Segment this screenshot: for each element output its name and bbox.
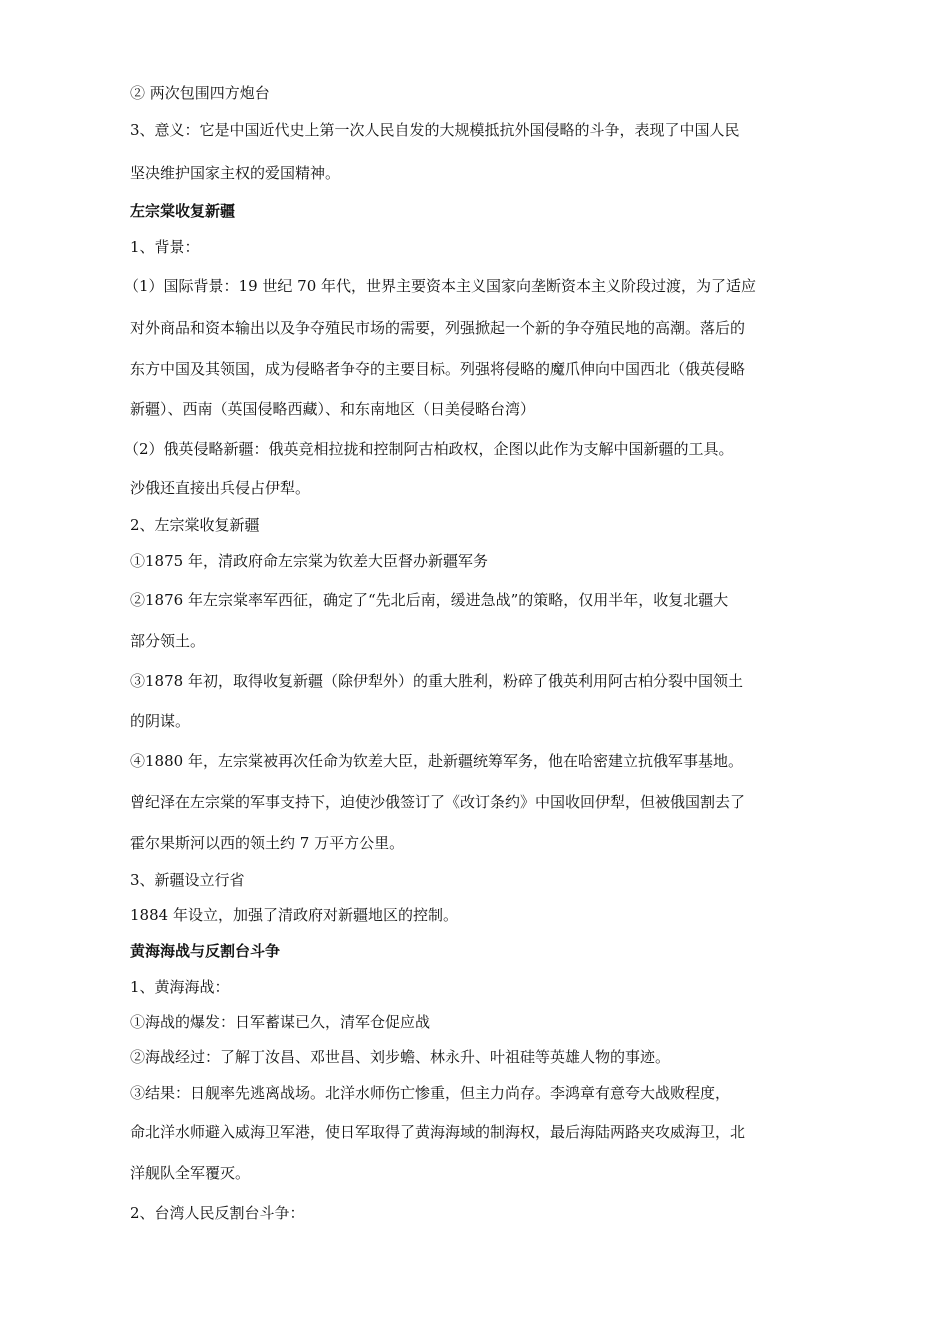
text-line: 命北洋水师避入威海卫军港，使日军取得了黄海海域的制海权，最后海陆两路夹攻威海卫，北: [130, 1123, 746, 1141]
text-line: ② 两次包围四方炮台: [130, 84, 270, 102]
text-line: 2、台湾人民反割台斗争：: [130, 1204, 305, 1222]
text-line: 3、意义：它是中国近代史上第一次人民自发的大规模抵抗外国侵略的斗争，表现了中国人民: [130, 121, 740, 139]
text-line: 曾纪泽在左宗棠的军事支持下，迫使沙俄签订了《改订条约》中国收回伊犁，但被俄国割去了: [130, 793, 746, 811]
text-line: （1）国际背景：19 世纪 70 年代，世界主要资本主义国家向垄断资本主义阶段过渡，为了适应: [124, 277, 757, 295]
text-line: 部分领土。: [130, 632, 206, 650]
text-line: 1884 年设立，加强了清政府对新疆地区的控制。: [130, 906, 458, 924]
text-line: ②1876 年左宗棠率军西征，确定了“先北后南，缓进急战”的策略，仅用半年，收复北疆大: [130, 591, 729, 609]
text-line: 沙俄还直接出兵侵占伊犁。: [130, 479, 311, 497]
text-line: 对外商品和资本输出以及争夺殖民市场的需要，列强掀起一个新的争夺殖民地的高潮。落后的: [130, 319, 746, 337]
text-line: 洋舰队全军覆灭。: [130, 1164, 251, 1182]
text-line: 东方中国及其领国，成为侵略者争夺的主要目标。列强将侵略的魔爪伸向中国西北（俄英侵略: [130, 360, 746, 378]
text-line: 坚决维护国家主权的爱国精神。: [130, 164, 341, 182]
text-line: ③1878 年初，取得收复新疆（除伊犁外）的重大胜利，粉碎了俄英利用阿古柏分裂中国领土: [130, 672, 743, 690]
section-heading: 左宗棠收复新疆: [130, 202, 236, 220]
text-line: 新疆）、西南（英国侵略西藏）、和东南地区（日美侵略台湾）: [130, 400, 536, 418]
text-line: 1、背景：: [130, 238, 200, 256]
text-line: ①1875 年，清政府命左宗棠为钦差大臣督办新疆军务: [130, 552, 488, 570]
text-line: 1、黄海海战：: [130, 978, 230, 996]
text-line: 3、新疆设立行省: [130, 871, 245, 889]
text-line: ②海战经过：了解丁汝昌、邓世昌、刘步蟾、林永升、叶祖硅等英雄人物的事迹。: [130, 1048, 671, 1066]
text-line: 霍尔果斯河以西的领土约 7 万平方公里。: [130, 834, 405, 852]
text-line: 的阴谋。: [130, 712, 191, 730]
text-line: ①海战的爆发：日军蓄谋已久，清军仓促应战: [130, 1013, 431, 1031]
text-line: 2、左宗棠收复新疆: [130, 516, 260, 534]
document-page: [124, 79, 822, 1233]
text-line: ③结果：日舰率先逃离战场。北洋水师伤亡惨重，但主力尚存。李鸿章有意夸大战败程度，: [130, 1084, 731, 1102]
section-heading: 黄海海战与反割台斗争: [130, 942, 281, 960]
text-line: ④1880 年，左宗棠被再次任命为钦差大臣，赴新疆统筹军务，他在哈密建立抗俄军事基地。: [130, 752, 743, 770]
text-line: （2）俄英侵略新疆：俄英竞相拉拢和控制阿古柏政权，企图以此作为支解中国新疆的工具。: [124, 440, 734, 458]
